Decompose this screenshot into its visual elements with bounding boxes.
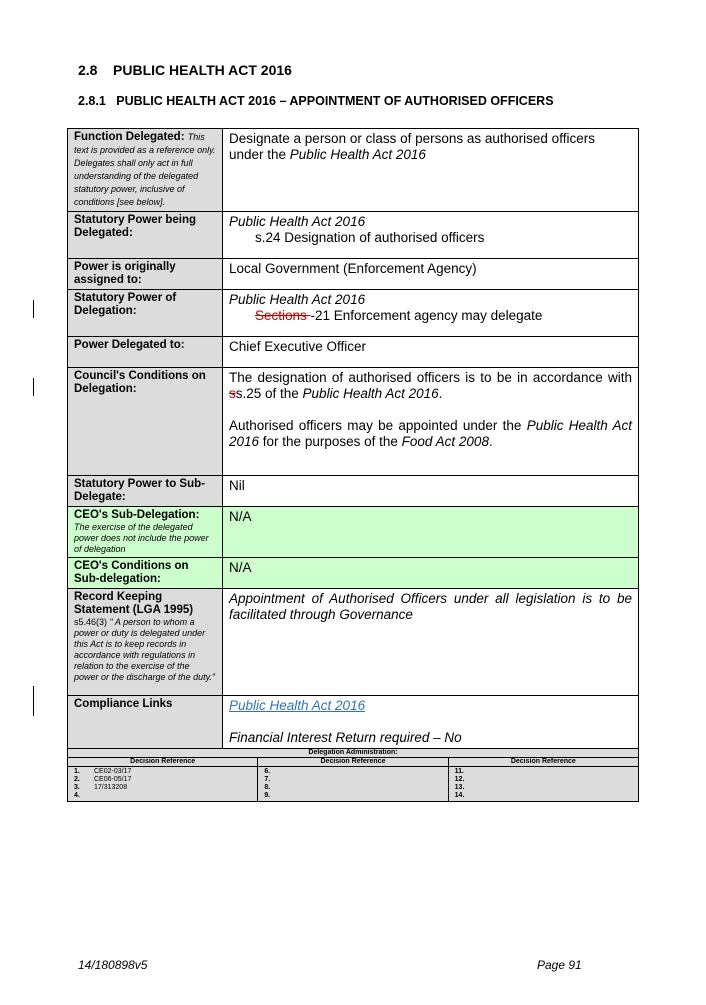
table-row (68, 507, 639, 558)
table-row (68, 749, 639, 758)
subsection-number: 2.8.1 (78, 94, 106, 108)
table-row (68, 337, 639, 368)
item-number: 6. (264, 768, 271, 775)
function-delegated-label-cell (68, 129, 223, 212)
page-number: Page 91 (537, 958, 582, 972)
table-row (68, 758, 639, 767)
public-health-act-link[interactable]: Public Health Act 2016 (229, 698, 366, 713)
item-number: 11. (454, 768, 465, 775)
item-number: 14. (454, 792, 465, 799)
record-keeping-label: Record Keeping Statement (LGA 1995) (74, 591, 194, 616)
change-bar (33, 300, 34, 318)
decision-ref: CE06-05/17 (94, 776, 132, 783)
ceo-sub-delegation-value: N/A (223, 507, 639, 558)
delegation-section-text: -21 Enforcement agency may delegate (310, 308, 543, 323)
decision-reference-header: Decision Reference (448, 758, 638, 767)
assigned-value: Local Government (Enforcement Agency) (223, 259, 639, 290)
subsection-heading (78, 94, 554, 108)
table-row (68, 290, 639, 337)
ceo-conditions-value: N/A (223, 558, 639, 589)
delegated-to-value: Chief Executive Officer (223, 337, 639, 368)
statutory-section: s.24 Designation of authorised officers (255, 230, 485, 245)
section-heading (78, 62, 292, 78)
conditions-text: . (488, 434, 493, 449)
statutory-power-label: Statutory Power being Delegated: (68, 212, 223, 259)
item-number: 8. (264, 784, 271, 791)
delegation-table (67, 128, 639, 758)
record-keeping-quote-text: " A person to whom a power or duty is delegated under this Act is to keep records in accordance with regulations in relation to the exercise of the power or the discharge of the duty." (74, 617, 216, 682)
delegated-to-label: Power Delegated to: (68, 337, 223, 368)
decision-ref: CE02-03/17 (94, 768, 132, 775)
table-row (68, 259, 639, 290)
delegation-administration-table (67, 748, 639, 802)
section-title: PUBLIC HEALTH ACT 2016 (113, 62, 292, 78)
sub-delegate-value: Nil (223, 476, 639, 507)
table-row (68, 589, 639, 696)
item-number: 7. (264, 776, 271, 783)
admin-title: Delegation Administration: (68, 749, 639, 758)
item-number: 2. (74, 776, 80, 783)
record-keeping-value (223, 589, 639, 696)
change-bar (33, 686, 34, 716)
record-keeping-ref: s5.46(3) (74, 617, 108, 627)
item-number: 1. (74, 768, 80, 775)
decision-reference-header: Decision Reference (68, 758, 258, 767)
sub-delegate-label: Statutory Power to Sub-Delegate: (68, 476, 223, 507)
conditions-text: for the purposes of the (259, 434, 402, 449)
subsection-title: PUBLIC HEALTH ACT 2016 – APPOINTMENT OF AUTHORISED OFFICERS (116, 94, 554, 108)
table-row (68, 476, 639, 507)
decision-ref: 17/313208 (94, 784, 128, 791)
decision-column-2 (258, 767, 448, 802)
conditions-paragraph-1 (229, 370, 632, 402)
ceo-sub-delegation-note: The exercise of the delegated power does not include the power of delegation (74, 522, 209, 554)
decision-column-3 (448, 767, 638, 802)
conditions-value (223, 368, 639, 476)
conditions-act: Food Act 2008 (401, 434, 489, 449)
compliance-links-label: Compliance Links (68, 696, 223, 758)
conditions-act: Public Health Act 2016 (229, 418, 632, 449)
power-of-delegation-value (223, 290, 639, 337)
delegation-section (229, 308, 632, 324)
record-keeping-quote (74, 617, 216, 683)
conditions-paragraph-2 (229, 418, 632, 450)
table-row (68, 558, 639, 589)
ceo-conditions-label: CEO's Conditions on Sub-delegation: (68, 558, 223, 589)
record-keeping-text: Appointment of Authorised Officers under all legislation is to be facilitated through Governance (229, 591, 632, 622)
section-number: 2.8 (78, 62, 98, 78)
decision-reference-header: Decision Reference (258, 758, 448, 767)
struck-text: Sections (255, 308, 311, 323)
ceo-sub-delegation-label-cell (68, 507, 223, 558)
ceo-sub-delegation-label: CEO's Sub-Delegation: (74, 509, 200, 521)
function-delegated-note: This text is provided as a reference only. Delegates shall only act in full understanding of the delegated statutory power, inclusive of conditions [see below]. (74, 132, 216, 207)
change-bar (33, 378, 34, 396)
item-number: 12. (454, 776, 465, 783)
delegation-act: Public Health Act 2016 (229, 292, 366, 307)
statutory-act: Public Health Act 2016 (229, 214, 366, 229)
financial-interest-note: Financial Interest Return required – No (229, 730, 462, 745)
table-row (68, 767, 639, 802)
function-act: Public Health Act 2016 (289, 147, 426, 162)
function-text: Designate a person or class of persons as authorised officers under the (229, 131, 595, 162)
assigned-label: Power is originally assigned to: (68, 259, 223, 290)
function-delegated-value (223, 129, 639, 212)
function-delegated-label: Function Delegated: (74, 131, 185, 143)
item-number: 9. (264, 792, 271, 799)
item-number: 4. (74, 792, 80, 799)
table-row (68, 368, 639, 476)
power-of-delegation-label: Statutory Power of Delegation: (68, 290, 223, 337)
conditions-text: s.25 of the (235, 386, 303, 401)
conditions-label: Council's Conditions on Delegation: (68, 368, 223, 476)
conditions-text: Authorised officers may be appointed under the (229, 418, 527, 433)
record-keeping-label-cell (68, 589, 223, 696)
decision-column-1 (68, 767, 258, 802)
item-number: 3. (74, 784, 80, 791)
struck-text: s (229, 386, 236, 401)
item-number: 13. (454, 784, 465, 791)
conditions-text: The designation of authorised officers is to be in accordance with (229, 370, 632, 385)
conditions-text: . (438, 386, 443, 401)
statutory-power-value (223, 212, 639, 259)
conditions-act: Public Health Act 2016 (302, 386, 439, 401)
table-row (68, 129, 639, 212)
table-row (68, 212, 639, 259)
document-reference: 14/180898v5 (78, 958, 148, 972)
